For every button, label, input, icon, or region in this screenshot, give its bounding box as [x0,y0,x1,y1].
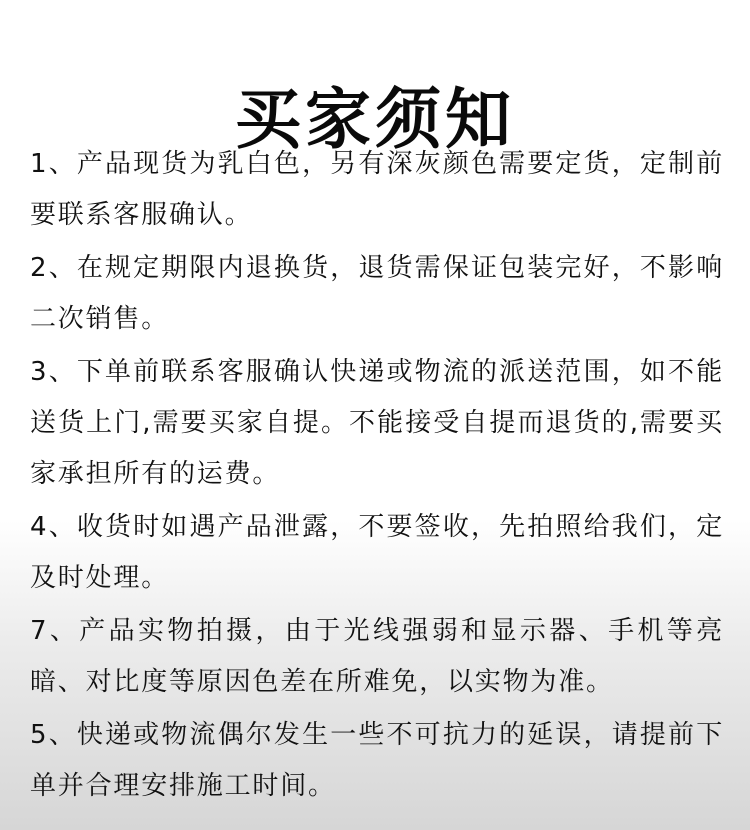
notice-item-2: 2、在规定期限内退换货，退货需保证包装完好，不影响二次销售。 [30,253,724,334]
notice-item-3: 3、下单前联系客服确认快递或物流的派送范围，如不能送货上门,需要买家自提。不能接受自提而退货的,需要买家承担所有的运费。 [30,357,724,489]
notice-item-7: 7、产品实物拍摄，由于光线强弱和显示器、手机等亮暗、对比度等原因色差在所难免，以实物为准。 [30,616,724,697]
notice-item-5: 5、快递或物流偶尔发生一些不可抗力的延误，请提前下单并合理安排施工时间。 [30,720,724,801]
notice-item-1: 1、产品现货为乳白色，另有深灰颜色需要定货，定制前要联系客服确认。 [30,149,724,230]
notice-list [30,139,724,814]
notice-item-4: 4、收货时如遇产品泄露，不要签收，先拍照给我们，定及时处理。 [30,512,724,593]
page-title: 买家须知 [235,81,515,159]
